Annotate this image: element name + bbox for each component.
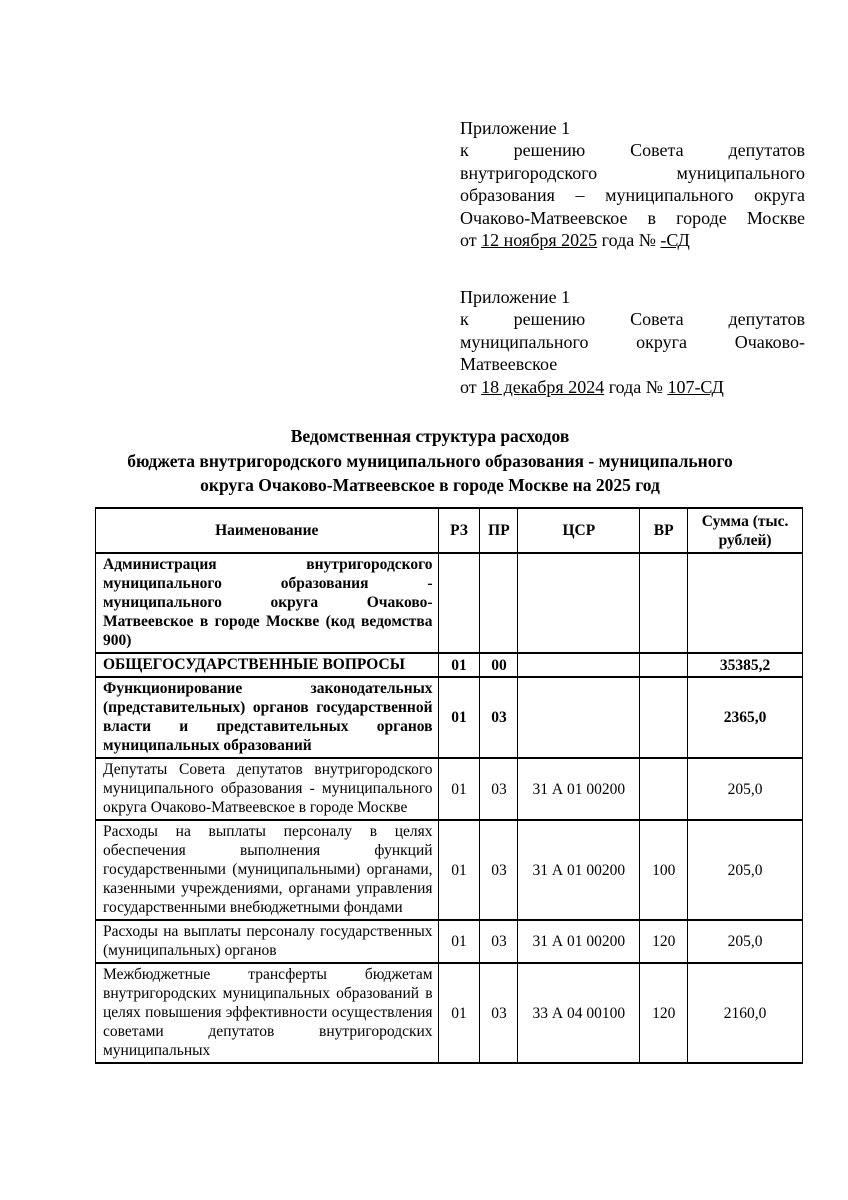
cell-csr: 33 А 04 00100 bbox=[518, 963, 640, 1063]
appendix-line bbox=[460, 207, 805, 229]
cell-rz: 01 bbox=[438, 920, 480, 963]
cell-sum bbox=[688, 553, 803, 653]
cell-csr: 31 А 01 00200 bbox=[518, 758, 640, 820]
cell-rz: 01 bbox=[438, 963, 480, 1063]
appendix-line bbox=[460, 139, 805, 161]
table-row bbox=[96, 920, 803, 963]
table-header bbox=[96, 508, 803, 553]
column-header-name: Наименование bbox=[96, 508, 439, 553]
text-segment: Приложение 1 bbox=[460, 118, 571, 138]
title-line: округа Очаково-Матвеевское в городе Москве на 2025 год bbox=[200, 475, 660, 495]
cell-pr: 03 bbox=[480, 920, 518, 963]
column-header-vr: ВР bbox=[640, 508, 688, 553]
cell-sum: 2365,0 bbox=[688, 677, 803, 758]
cell-csr bbox=[518, 653, 640, 677]
appendix-note-2 bbox=[460, 286, 805, 398]
cell-pr: 00 bbox=[480, 653, 518, 677]
cell-vr bbox=[640, 653, 688, 677]
cell-name: Межбюджетные трансферты бюджетам внутригородских муниципальных образований в целях повышения эффективности осуществления советами депутатов внутригородских муниципальных bbox=[96, 963, 439, 1063]
cell-vr: 120 bbox=[640, 920, 688, 963]
cell-csr bbox=[518, 677, 640, 758]
text-segment: образования – муниципального округа bbox=[460, 185, 805, 206]
title-line: бюджета внутригородского муниципального образования - муниципального bbox=[127, 450, 733, 471]
cell-sum: 205,0 bbox=[688, 758, 803, 820]
column-header-rz: РЗ bbox=[438, 508, 480, 553]
header-row bbox=[96, 508, 803, 553]
text-segment: года № bbox=[597, 230, 661, 251]
cell-name: Функционирование законодательных (представительных) органов государственной власти и представительных органов муниципальных образований bbox=[96, 677, 439, 758]
cell-name: Депутаты Совета депутатов внутригородского муниципального образования - муниципального округа Очаково-Матвеевское в городе Москве bbox=[96, 758, 439, 820]
appendix-line bbox=[460, 331, 805, 353]
table-row bbox=[96, 963, 803, 1063]
appendix-line bbox=[460, 376, 805, 398]
title-line: Ведомственная структура расходов bbox=[290, 426, 570, 446]
cell-pr: 03 bbox=[480, 820, 518, 920]
underlined-text: -СД bbox=[660, 230, 690, 251]
cell-sum: 205,0 bbox=[688, 920, 803, 963]
cell-name: Расходы на выплаты персоналу государственных (муниципальных) органов bbox=[96, 920, 439, 963]
text-segment: Матвеевское bbox=[460, 354, 558, 375]
text-segment: к решению Совета депутатов bbox=[460, 140, 805, 161]
appendix-note-1 bbox=[460, 117, 805, 251]
appendix-line bbox=[460, 162, 805, 184]
appendix-line bbox=[460, 229, 805, 251]
cell-csr: 31 А 01 00200 bbox=[518, 920, 640, 963]
text-segment: Очаково-Матвеевское в городе Москве bbox=[460, 207, 805, 228]
cell-csr: 31 А 01 00200 bbox=[518, 820, 640, 920]
cell-rz: 01 bbox=[438, 820, 480, 920]
appendix-line bbox=[460, 184, 805, 206]
cell-sum: 205,0 bbox=[688, 820, 803, 920]
text-segment: года № bbox=[604, 376, 668, 397]
cell-pr: 03 bbox=[480, 677, 518, 758]
text-segment: внутригородского муниципального bbox=[460, 162, 805, 183]
cell-name: Администрация внутригородского муниципального образования - муниципального округа Очаково-Матвеевское в городе Москве (код ведомства 900) bbox=[96, 553, 439, 653]
cell-sum: 2160,0 bbox=[688, 963, 803, 1063]
cell-pr: 03 bbox=[480, 963, 518, 1063]
text-segment: Приложение 1 bbox=[460, 287, 571, 307]
table-row bbox=[96, 677, 803, 758]
cell-vr: 120 bbox=[640, 963, 688, 1063]
cell-rz: 01 bbox=[438, 758, 480, 820]
column-header-pr: ПР bbox=[480, 508, 518, 553]
table-row bbox=[96, 820, 803, 920]
budget-table bbox=[95, 507, 803, 1064]
document-title bbox=[60, 424, 800, 498]
underlined-text: 18 декабря 2024 bbox=[481, 376, 605, 397]
cell-vr bbox=[640, 758, 688, 820]
text-segment: к решению Совета депутатов bbox=[460, 309, 805, 330]
cell-rz: 01 bbox=[438, 653, 480, 677]
appendix-line bbox=[460, 286, 805, 308]
cell-sum: 35385,2 bbox=[688, 653, 803, 677]
cell-rz: 01 bbox=[438, 677, 480, 758]
cell-name: ОБЩЕГОСУДАРСТВЕННЫЕ ВОПРОСЫ bbox=[96, 653, 439, 677]
column-header-csr: ЦСР bbox=[518, 508, 640, 553]
cell-csr bbox=[518, 553, 640, 653]
table-row bbox=[96, 653, 803, 677]
cell-name: Расходы на выплаты персоналу в целях обеспечения выполнения функций государственными (муниципальными) органами, казенными учреждениями, органами управления государственными внебюджетными фондами bbox=[96, 820, 439, 920]
text-segment: от bbox=[460, 230, 482, 251]
appendix-line bbox=[460, 117, 805, 139]
table-row bbox=[96, 553, 803, 653]
underlined-text: 107-СД bbox=[667, 376, 724, 397]
table-row bbox=[96, 758, 803, 820]
cell-vr bbox=[640, 553, 688, 653]
cell-pr bbox=[480, 553, 518, 653]
column-header-sum: Сумма (тыс. рублей) bbox=[688, 508, 803, 553]
table-body bbox=[96, 553, 803, 1063]
cell-vr bbox=[640, 677, 688, 758]
appendix-line bbox=[460, 308, 805, 330]
appendix-line bbox=[460, 353, 805, 375]
underlined-text: 12 ноября 2025 bbox=[481, 230, 598, 251]
cell-vr: 100 bbox=[640, 820, 688, 920]
cell-rz bbox=[438, 553, 480, 653]
text-segment: от bbox=[460, 376, 482, 397]
cell-pr: 03 bbox=[480, 758, 518, 820]
text-segment: муниципального округа Очаково- bbox=[460, 331, 805, 352]
